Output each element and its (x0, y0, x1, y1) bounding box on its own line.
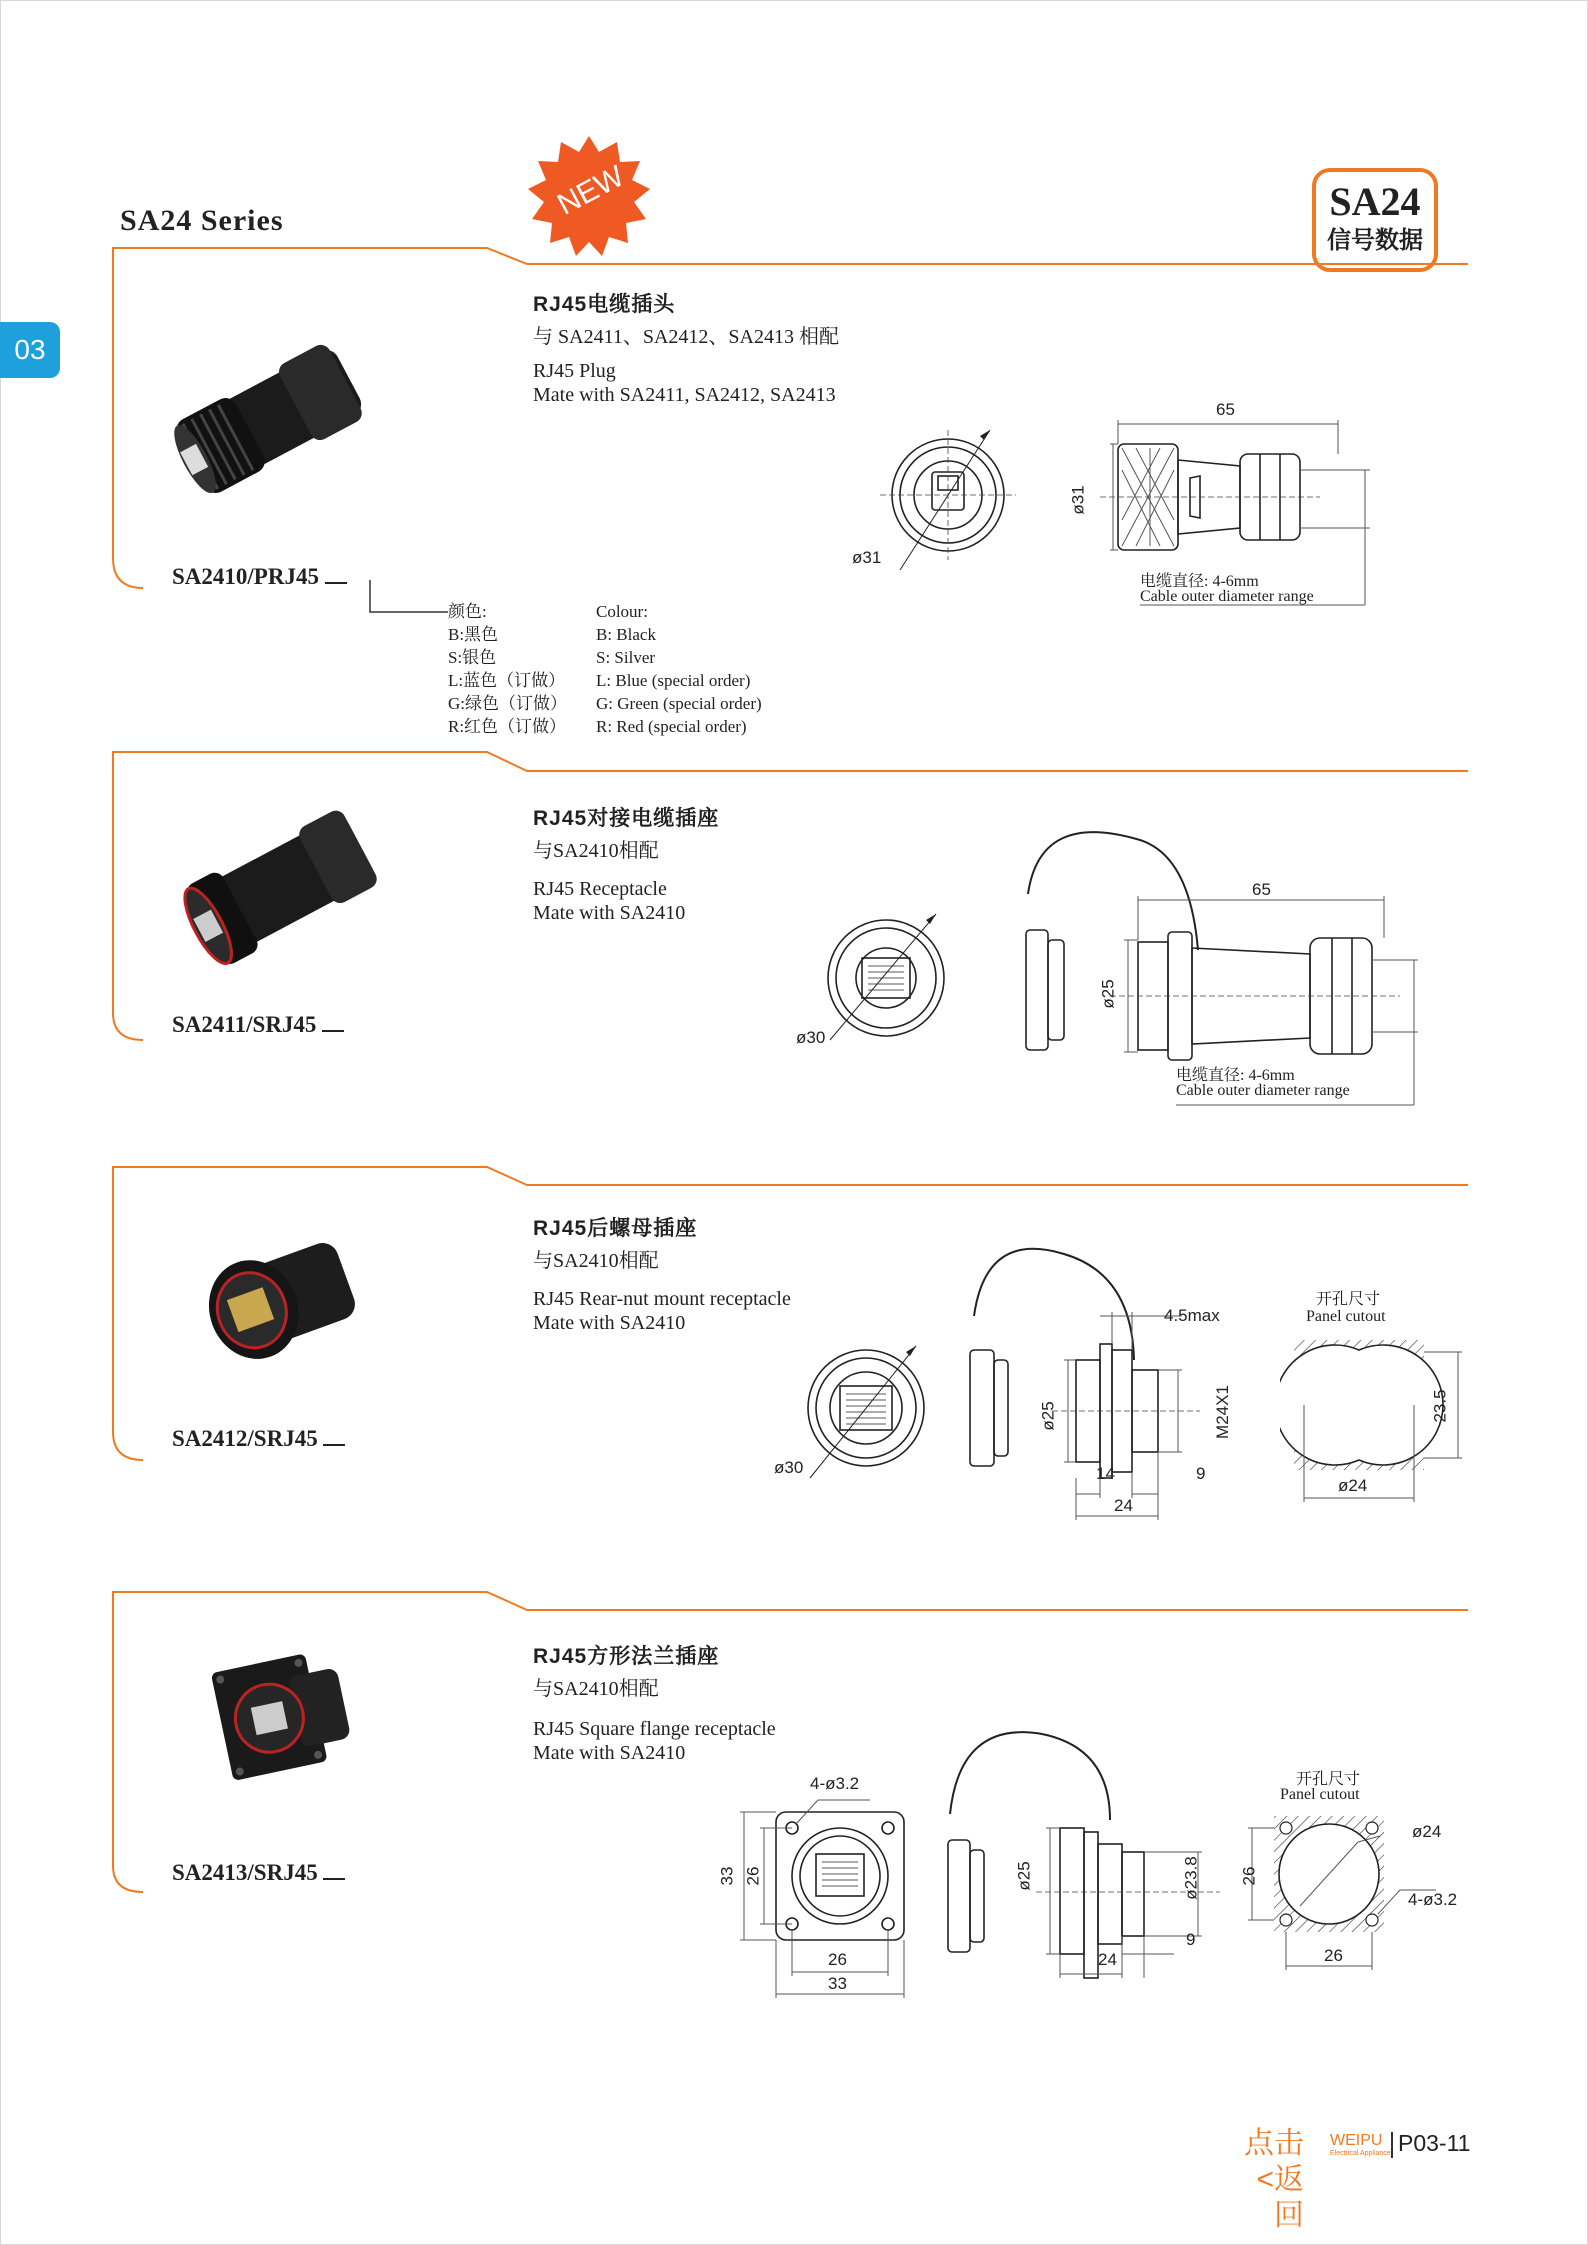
colour-option-en: S: Silver (596, 648, 656, 667)
section-tab[interactable]: 03 (0, 322, 60, 378)
dim-rear-dia: ø23.8 (1181, 1856, 1201, 1900)
product-title-en: RJ45 Receptacle (533, 878, 667, 900)
arrow-icon (926, 914, 936, 924)
colour-options-en (596, 600, 856, 738)
colour-option-zh: S:银色 (448, 648, 497, 667)
dim-9: 9 (1186, 1930, 1196, 1949)
colour-label-zh: 颜色: (448, 602, 487, 621)
sa2413-description (533, 1640, 776, 1765)
arrow-icon (906, 1346, 916, 1356)
dim-front-dia: ø31 (852, 548, 882, 567)
cutout-title-zh: 开孔尺寸 (1316, 1291, 1381, 1308)
model-suffix-blank (325, 582, 347, 584)
model-suffix-blank (323, 1878, 345, 1880)
product-mate-en: Mate with SA2411, SA2412, SA2413 (533, 384, 836, 406)
dim-body-dia: ø25 (1038, 1401, 1058, 1431)
colour-option-en: L: Blue (special order) (596, 671, 751, 690)
colour-option-en: G: Green (special order) (596, 694, 762, 713)
cutout-dia: ø24 (1338, 1476, 1368, 1495)
sa2411-description (533, 802, 719, 925)
dim-w33: 33 (828, 1974, 847, 1993)
dim-h26: 26 (743, 1866, 763, 1886)
sa2410-photo (170, 330, 380, 510)
cutout-h26: 26 (1239, 1866, 1259, 1886)
colour-option-zh: R:红色（订做） (448, 717, 567, 736)
footer-divider (1391, 2132, 1393, 2158)
series-badge-code: SA24 (1329, 179, 1421, 224)
dim-front-dia: ø30 (774, 1458, 804, 1477)
brand-subtitle: Electrical Appliance (1330, 2150, 1391, 2157)
cable-range-zh: 电缆直径: 4-6mm (1176, 1067, 1295, 1084)
cutout-w26: 26 (1324, 1946, 1343, 1965)
model-suffix-blank (322, 1030, 344, 1032)
product-mate-en: Mate with SA2410 (533, 1742, 686, 1764)
product-mate-zh: 与SA2410相配 (533, 1250, 659, 1272)
dim-9: 9 (1196, 1464, 1206, 1483)
model-number (172, 564, 347, 590)
cutout-title-zh: 开孔尺寸 (1296, 1771, 1361, 1788)
colour-label-en: Colour: (596, 602, 648, 621)
series-title: SA24 Series (120, 204, 284, 237)
dim-thread: M24X1 (1212, 1385, 1232, 1439)
product-title-en: RJ45 Rear-nut mount receptacle (533, 1288, 791, 1310)
product-mate-zh: 与SA2410相配 (533, 1678, 659, 1700)
colour-leader (370, 580, 448, 612)
model-number (172, 1426, 345, 1452)
dim-max: 4.5max (1164, 1306, 1220, 1325)
model-label: SA2413/SRJ45 (172, 1860, 318, 1885)
cutout-holes: 4-ø3.2 (1408, 1890, 1458, 1909)
sa2412-side-view (960, 1240, 1240, 1530)
dim-h33: 33 (717, 1866, 737, 1886)
dim-w26: 26 (828, 1950, 847, 1969)
cable-range-en: Cable outer diameter range (1176, 1082, 1350, 1099)
back-link-line1[interactable]: 点击 (1244, 2127, 1304, 2160)
product-mate-zh: 与SA2410相配 (533, 840, 659, 862)
dim-length: 65 (1216, 400, 1235, 419)
colour-option-zh: L:蓝色（订做） (448, 671, 566, 690)
dim-body-dia: ø25 (1098, 979, 1118, 1009)
dim-holes: 4-ø3.2 (810, 1774, 860, 1793)
brand-logo (1330, 2132, 1391, 2158)
model-label: SA2410/PRJ45 (172, 564, 319, 589)
new-badge-text: NEW (552, 159, 630, 222)
model-number (172, 1012, 344, 1038)
product-title-zh: RJ45后螺母插座 (533, 1217, 698, 1240)
colour-options-zh (448, 600, 588, 738)
cable-range-en: Cable outer diameter range (1140, 588, 1314, 605)
product-mate-zh: 与 SA2411、SA2412、SA2413 相配 (533, 326, 839, 348)
cable-range-zh: 电缆直径: 4-6mm (1140, 573, 1259, 590)
model-number (172, 1860, 345, 1886)
sa2412-description (533, 1212, 791, 1335)
product-title-zh: RJ45方形法兰插座 (533, 1645, 720, 1668)
brand-name: WEIPU (1330, 2132, 1383, 2149)
page-number: P03-11 (1398, 2130, 1471, 2156)
sa2413-front-view (720, 1780, 920, 2000)
product-title-zh: RJ45对接电缆插座 (533, 807, 720, 830)
dim-14: 14 (1096, 1464, 1115, 1483)
model-label: SA2411/SRJ45 (172, 1012, 317, 1037)
model-label: SA2412/SRJ45 (172, 1426, 318, 1451)
sa2410-description (533, 288, 839, 407)
sa2413-photo (200, 1640, 360, 1800)
dim-24: 24 (1114, 1496, 1133, 1515)
model-suffix-blank (323, 1444, 345, 1446)
colour-option-zh: B:黑色 (448, 625, 499, 644)
cutout-title-en: Panel cutout (1306, 1308, 1386, 1325)
colour-option-en: B: Black (596, 625, 656, 644)
sa2412-photo (190, 1220, 370, 1380)
colour-option-en: R: Red (special order) (596, 717, 747, 736)
dim-body-dia: ø31 (1068, 485, 1088, 515)
series-badge-category: 信号数据 (1327, 227, 1423, 254)
product-mate-en: Mate with SA2410 (533, 902, 686, 924)
product-title-en: RJ45 Plug (533, 360, 616, 382)
back-link[interactable] (1236, 2126, 1304, 2234)
dim-24: 24 (1098, 1950, 1117, 1969)
cutout-title-en: Panel cutout (1280, 1786, 1360, 1803)
sa2411-photo (180, 800, 390, 970)
dim-length: 65 (1252, 880, 1271, 899)
product-title-en: RJ45 Square flange receptacle (533, 1718, 776, 1740)
sa2410-front-view (840, 420, 1040, 600)
dim-body-dia: ø25 (1014, 1861, 1034, 1891)
cutout-dia: ø24 (1412, 1822, 1442, 1841)
cutout-flat: 23.5 (1430, 1389, 1450, 1423)
dim-front-dia: ø30 (796, 1028, 826, 1047)
colour-option-zh: G:绿色（订做） (448, 694, 567, 713)
product-mate-en: Mate with SA2410 (533, 1312, 686, 1334)
back-link-line2[interactable]: <返回 (1256, 2163, 1304, 2232)
product-title-zh: RJ45电缆插头 (533, 293, 676, 316)
